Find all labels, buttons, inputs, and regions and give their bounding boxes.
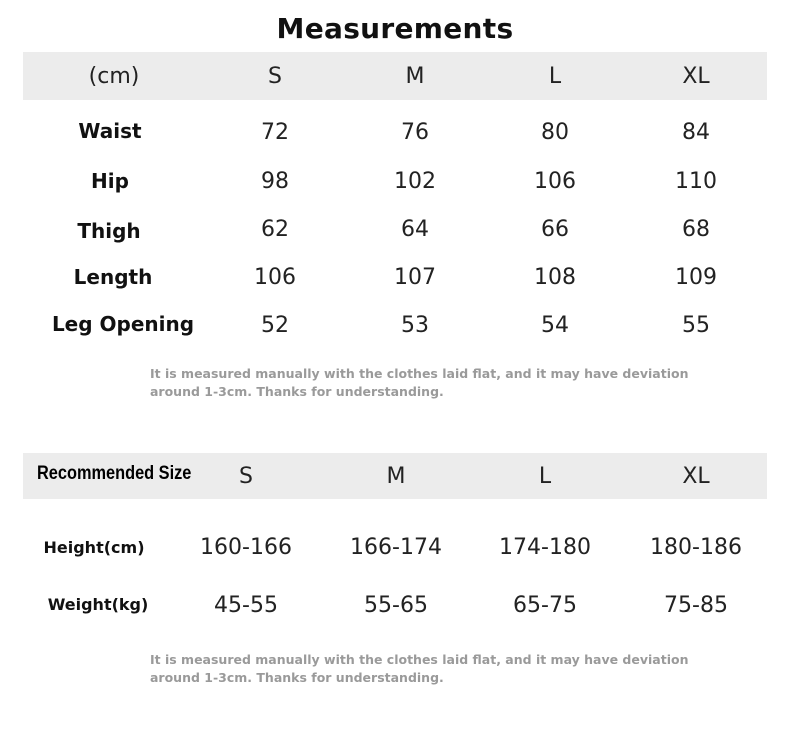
table-cell: 180-186 bbox=[650, 535, 742, 560]
table-cell: 62 bbox=[261, 217, 289, 242]
row-label-waist: Waist bbox=[78, 119, 142, 143]
table-cell: 76 bbox=[401, 120, 429, 145]
table-cell: 54 bbox=[541, 313, 569, 338]
table-cell: 80 bbox=[541, 120, 569, 145]
table-cell: 109 bbox=[675, 265, 717, 290]
table-cell: 84 bbox=[682, 120, 710, 145]
table-cell: 68 bbox=[682, 217, 710, 242]
size-header-l: L bbox=[548, 64, 562, 89]
rec-size-header-s: S bbox=[239, 464, 253, 489]
row-label-thigh: Thigh bbox=[77, 219, 141, 243]
table-cell: 160-166 bbox=[200, 535, 292, 560]
table-cell: 55-65 bbox=[364, 593, 428, 618]
table-cell: 107 bbox=[394, 265, 436, 290]
row-label-weight: Weight(kg) bbox=[47, 595, 149, 614]
table-cell: 53 bbox=[401, 313, 429, 338]
page-title: Measurements bbox=[276, 12, 514, 45]
row-label-hip: Hip bbox=[91, 169, 129, 193]
rec-size-header-l: L bbox=[538, 464, 552, 489]
table-cell: 66 bbox=[541, 217, 569, 242]
size-header-s: S bbox=[268, 64, 282, 89]
table-cell: 98 bbox=[261, 169, 289, 194]
table-cell: 45-55 bbox=[214, 593, 278, 618]
row-label-height: Height(cm) bbox=[43, 538, 145, 557]
table-cell: 106 bbox=[254, 265, 296, 290]
table-cell: 108 bbox=[534, 265, 576, 290]
size-header-m: M bbox=[405, 64, 425, 89]
table-cell: 75-85 bbox=[664, 593, 728, 618]
table-cell: 110 bbox=[675, 169, 717, 194]
table-cell: 65-75 bbox=[513, 593, 577, 618]
rec-size-header-m: M bbox=[386, 464, 406, 489]
table-cell: 166-174 bbox=[350, 535, 442, 560]
row-label-length: Length bbox=[73, 265, 153, 289]
measurement-note: It is measured manually with the clothes laid flat, and it may have deviation around 1-3cm. Thanks for understanding. bbox=[150, 366, 689, 399]
table-cell: 64 bbox=[401, 217, 429, 242]
unit-label: (cm) bbox=[88, 64, 140, 89]
rec-size-header-xl: XL bbox=[682, 464, 710, 489]
table-cell: 52 bbox=[261, 313, 289, 338]
table-cell: 174-180 bbox=[499, 535, 591, 560]
table-cell: 102 bbox=[394, 169, 436, 194]
row-label-leg-opening: Leg Opening bbox=[51, 312, 195, 336]
table-cell: 72 bbox=[261, 120, 289, 145]
table-cell: 106 bbox=[534, 169, 576, 194]
recommended-size-label: Recommended Size bbox=[37, 463, 192, 484]
table-cell: 55 bbox=[682, 313, 710, 338]
size-header-xl: XL bbox=[682, 64, 710, 89]
recommended-note: It is measured manually with the clothes laid flat, and it may have deviation around 1-3cm. Thanks for understanding. bbox=[150, 652, 689, 685]
